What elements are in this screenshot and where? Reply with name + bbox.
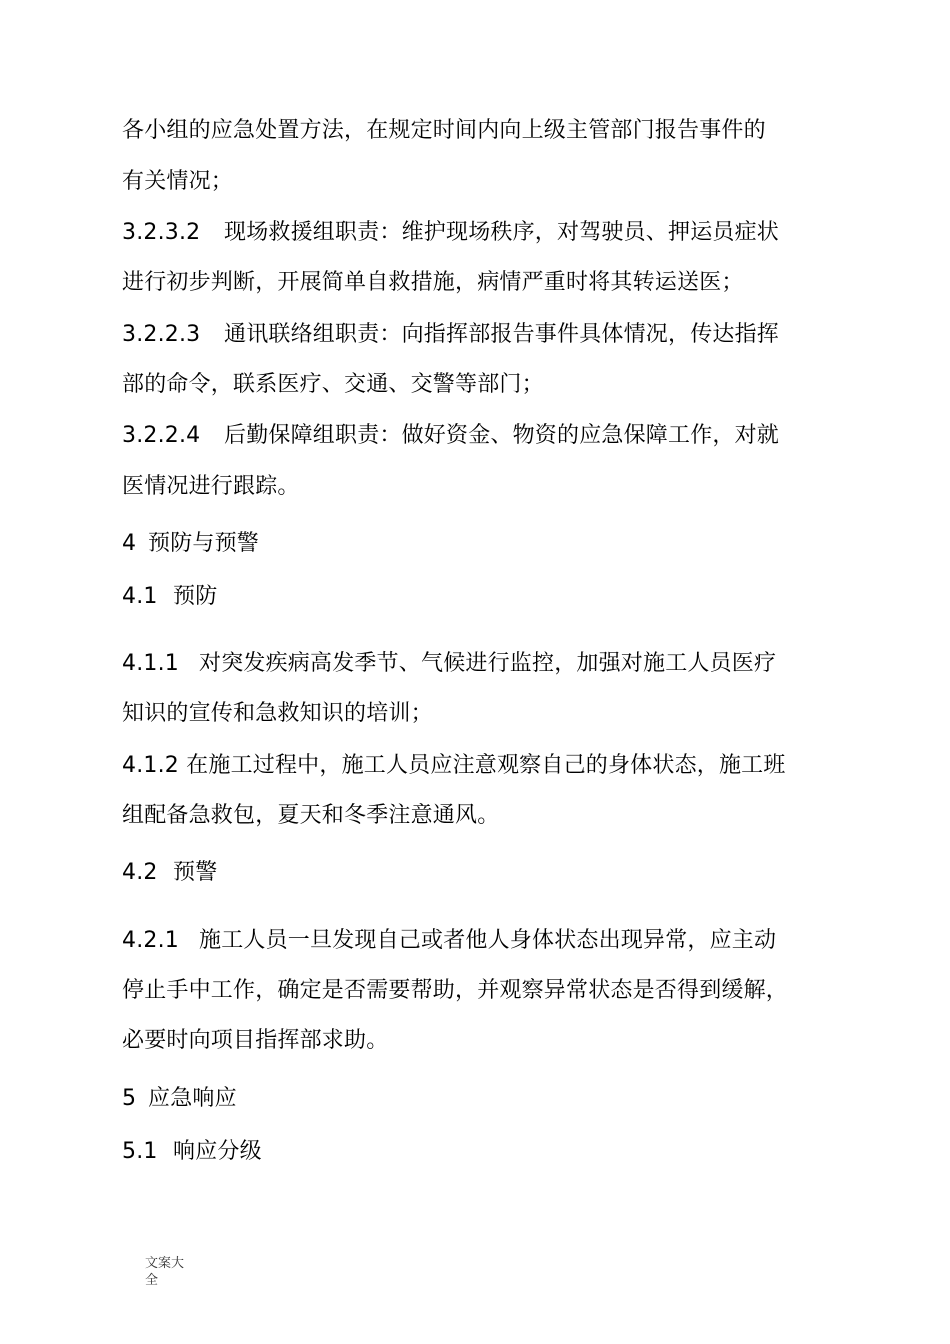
paragraph-line [122, 699, 433, 729]
section-number: 3.2.2.3 [122, 322, 201, 347]
section-number: 4.2.1 [122, 928, 179, 953]
line-text: 4.1.2 在施工过程中，施工人员应注意观察自己的身体状态，施工班 [122, 753, 786, 778]
section-number: 5.1 [122, 1139, 158, 1164]
line-text: 各小组的应急处置方法，在规定时间内向上级主管部门报告事件的 [122, 118, 766, 143]
page-footer: 文案大全 [145, 1256, 185, 1288]
section-heading [122, 1084, 237, 1114]
line-text: 后勤保障组职责：做好资金、物资的应急保障工作，对就 [224, 423, 780, 448]
paragraph-line [122, 116, 766, 146]
line-text: 部的命令，联系医疗、交通、交警等部门； [122, 372, 544, 397]
paragraph-line [122, 268, 744, 298]
section-number: 3.2.2.4 [122, 423, 201, 448]
paragraph-line [122, 801, 499, 831]
section-number: 4.1.1 [122, 651, 179, 676]
line-text: 停止手中工作，确定是否需要帮助，并观察异常状态是否得到缓解， [122, 978, 789, 1003]
line-text: 必要时向项目指挥部求助。 [122, 1028, 389, 1053]
heading-text: 应急响应 [148, 1086, 237, 1111]
heading-text: 预防与预警 [148, 531, 260, 556]
paragraph-line [122, 976, 788, 1006]
line-text: 进行初步判断，开展简单自救措施，病情严重时将其转运送医； [122, 270, 744, 295]
line-text: 医情况进行跟踪。 [122, 474, 300, 499]
section-number: 4.2 [122, 860, 158, 885]
line-text: 知识的宣传和急救知识的培训； [122, 701, 433, 726]
paragraph-line [122, 421, 779, 451]
paragraph-line [122, 370, 544, 400]
line-text: 通讯联络组职责：向指挥部报告事件具体情况，传达指挥 [224, 322, 780, 347]
paragraph-line [122, 1026, 388, 1056]
section-heading [122, 858, 217, 888]
paragraph-line [122, 320, 779, 350]
paragraph-line [122, 926, 776, 956]
paragraph-line [122, 472, 300, 502]
paragraph-line [122, 751, 786, 781]
line-text: 现场救援组职责：维护现场秩序，对驾驶员、押运员症状 [224, 220, 780, 245]
paragraph-line [122, 218, 779, 248]
section-number: 4 [122, 531, 137, 556]
heading-text: 预防 [173, 584, 218, 609]
line-text: 对突发疾病高发季节、气候进行监控，加强对施工人员医疗 [199, 651, 777, 676]
heading-text: 响应分级 [173, 1139, 262, 1164]
paragraph-line [122, 649, 776, 679]
section-heading [122, 1137, 262, 1167]
line-text: 组配备急救包，夏天和冬季注意通风。 [122, 803, 500, 828]
section-number: 4.1 [122, 584, 158, 609]
section-number: 5 [122, 1086, 137, 1111]
section-heading [122, 582, 217, 612]
heading-text: 预警 [173, 860, 218, 885]
section-number: 3.2.3.2 [122, 220, 201, 245]
section-heading [122, 529, 259, 559]
line-text: 施工人员一旦发现自己或者他人身体状态出现异常，应主动 [199, 928, 777, 953]
line-text: 有关情况； [122, 169, 234, 194]
paragraph-line [122, 167, 233, 197]
